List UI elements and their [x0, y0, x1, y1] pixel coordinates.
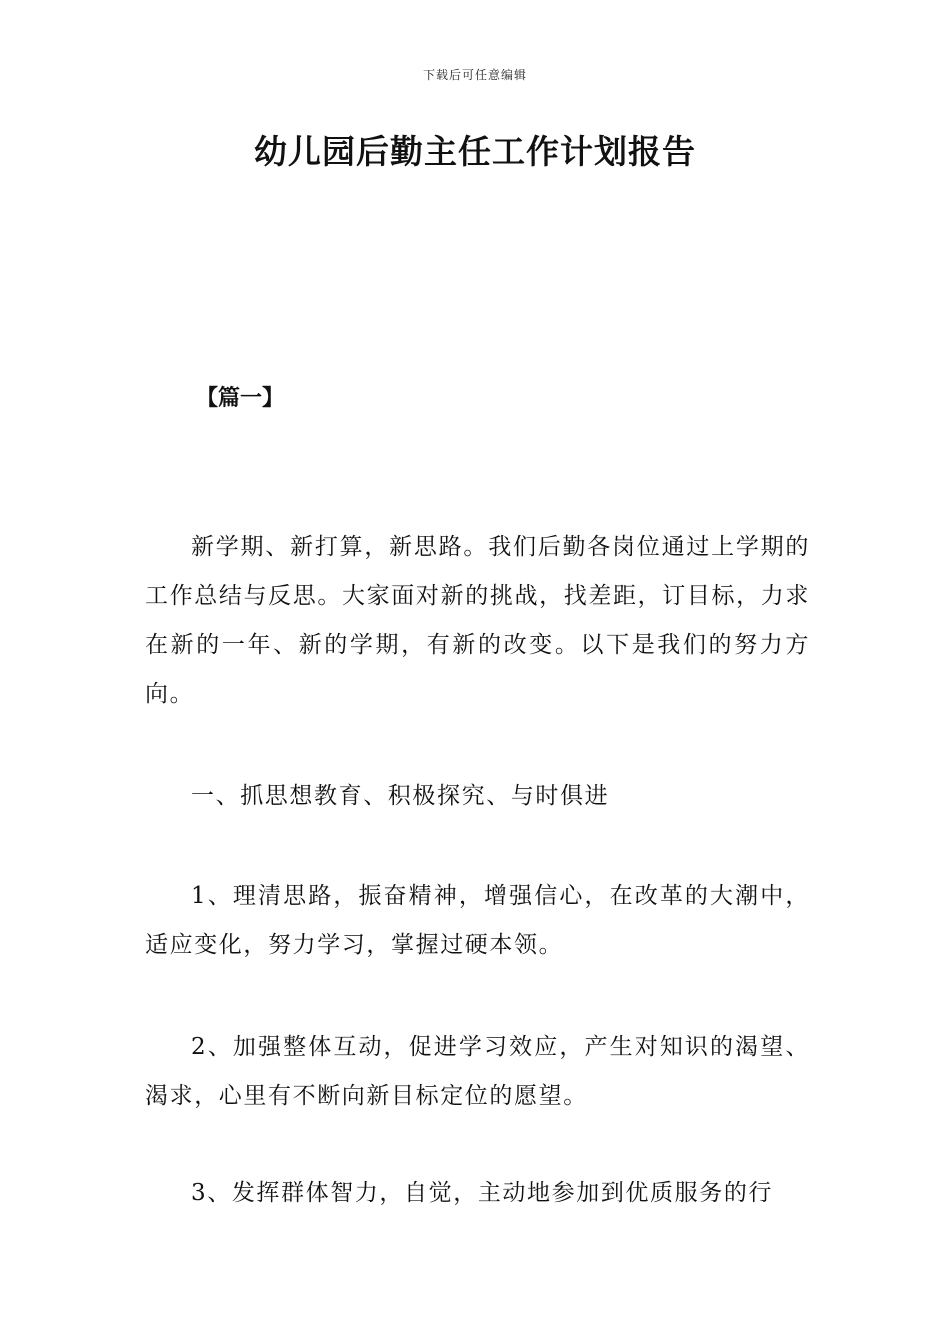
paragraph-intro: 新学期、新打算，新思路。我们后勤各岗位通过上学期的工作总结与反思。大家面对新的挑战，找差距，订目标，力求在新的一年、新的学期，有新的改变。以下是我们的努力方向。: [145, 534, 810, 707]
section-label: 【篇一】: [196, 386, 285, 411]
paragraph-item-2: 2、加强整体互动，促进学习效应，产生对知识的渴望、渴求，心里有不断向新目标定位的愿望。: [145, 1034, 810, 1109]
header-note: 下载后可任意编辑: [422, 68, 527, 82]
paragraph-heading-1: 一、抓思想教育、积极探究、与时俱进: [191, 783, 610, 809]
paragraph-item-1: 1、理清思路，振奋精神，增强信心，在改革的大潮中，适应变化，努力学习，掌握过硬本领。: [145, 883, 810, 958]
paragraph-item-3: 3、发挥群体智力，自觉，主动地参加到优质服务的行: [191, 1180, 774, 1206]
document-title: 幼儿园后勤主任工作计划报告: [254, 132, 696, 171]
